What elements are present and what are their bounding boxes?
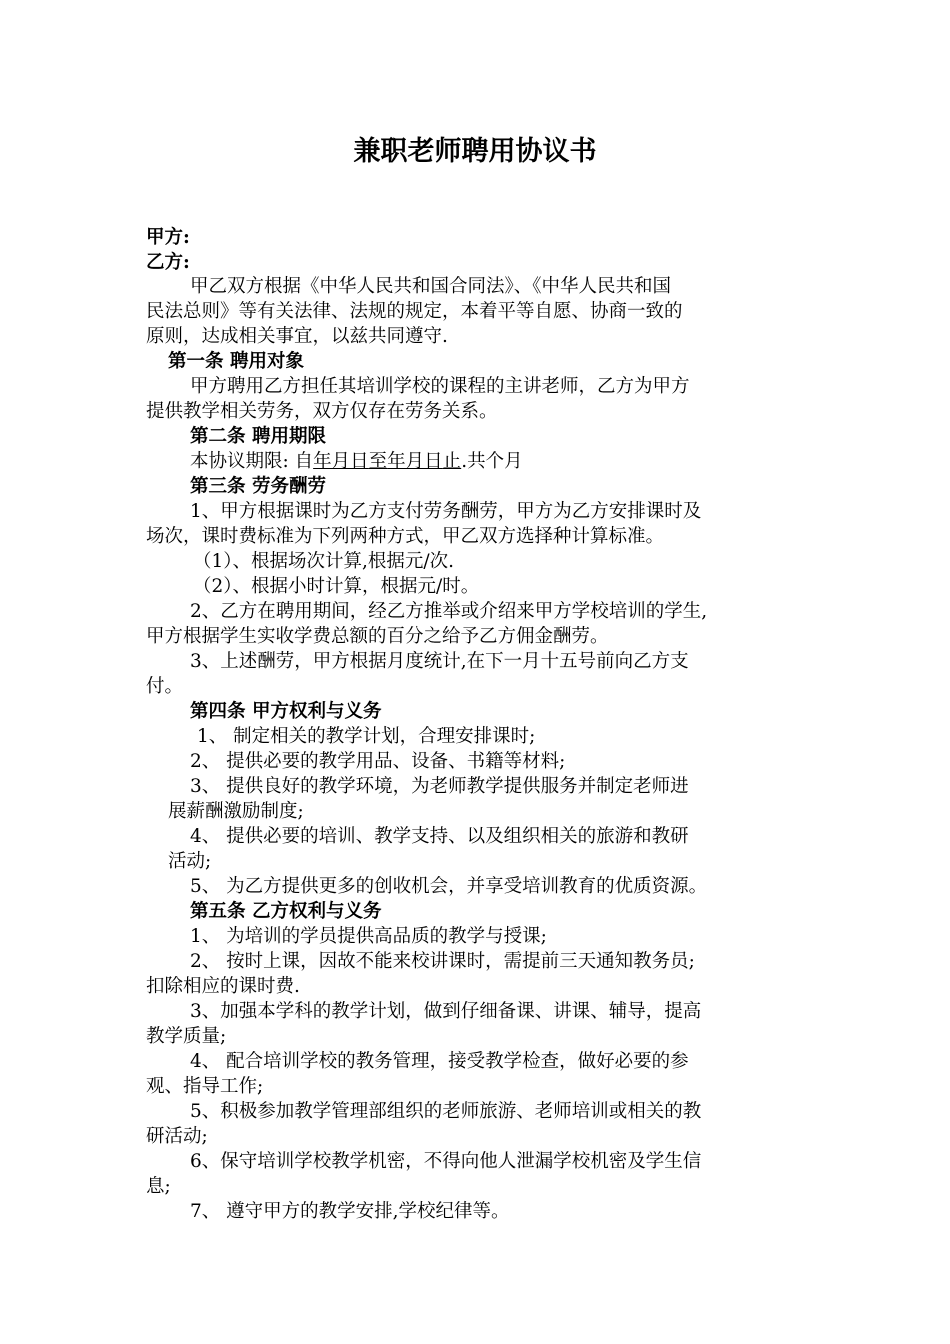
- article-4-heading: 第四条 甲方权利与义务: [190, 701, 382, 722]
- article-5-line: 5、积极参加教学管理部组织的老师旅游、老师培训或相关的教: [190, 1101, 702, 1122]
- period-suffix: .共个月: [461, 451, 523, 472]
- article-3-line: 付。: [146, 676, 184, 697]
- article-5-line: 3、加强本学科的教学计划，做到仔细备课、讲课、辅导，提高: [190, 1001, 702, 1022]
- article-3-heading: 第三条 劳务酬劳: [190, 476, 326, 497]
- article-5-line: 息;: [146, 1176, 171, 1197]
- article-4-line: 1、 制定相关的教学计划，合理安排课时;: [197, 726, 536, 747]
- article-3-line: 1、甲方根据课时为乙方支付劳务酬劳，甲方为乙方安排课时及: [190, 501, 702, 522]
- article-5-line: 教学质量;: [146, 1026, 227, 1047]
- period-prefix: 本协议期限: 自: [190, 451, 314, 472]
- article-5-line: 7、 遵守甲方的教学安排,学校纪律等。: [190, 1201, 510, 1222]
- intro-line: 甲乙双方根据《中华人民共和国合同法》、《中华人民共和国: [190, 276, 672, 297]
- period-start-date: 年月日: [313, 451, 369, 472]
- article-5-heading: 第五条 乙方权利与义务: [190, 901, 382, 922]
- article-3-line: 2、乙方在聘用期间，经乙方推举或介绍来甲方学校培训的学生,: [190, 601, 708, 622]
- period-end-date: 年月日: [387, 451, 443, 472]
- article-4-line: 4、 提供必要的培训、教学支持、以及组织相关的旅游和教研: [190, 826, 689, 847]
- article-4-line: 2、 提供必要的教学用品、设备、书籍等材料;: [190, 751, 566, 772]
- article-3-line: 甲方根据学生实收学费总额的百分之给予乙方佣金酬劳。: [146, 626, 609, 647]
- article-2-heading: 第二条 聘用期限: [190, 426, 326, 447]
- article-1-heading: 第一条 聘用对象: [168, 351, 304, 372]
- intro-line: 民法总则》等有关法律、法规的规定，本着平等自愿、协商一致的: [146, 301, 683, 322]
- article-5-line: 2、 按时上课，因故不能来校讲课时，需提前三天通知教务员;: [190, 951, 695, 972]
- article-4-line: 展薪酬激励制度;: [168, 801, 304, 822]
- article-5-line: 研活动;: [146, 1126, 208, 1147]
- article-5-line: 6、保守培训学校教学机密，不得向他人泄漏学校机密及学生信: [190, 1151, 702, 1172]
- party-b-label: 乙方:: [146, 252, 190, 273]
- article-2-period-line: [190, 450, 523, 474]
- article-3-line: 3、上述酬劳，甲方根据月度统计,在下一月十五号前向乙方支: [190, 651, 689, 672]
- article-5-line: 扣除相应的课时费.: [146, 976, 300, 997]
- article-5-line: 4、 配合培训学校的教务管理，接受教学检查，做好必要的参: [190, 1051, 689, 1072]
- period-to: 至: [368, 451, 388, 472]
- article-4-line: 3、 提供良好的教学环境，为老师教学提供服务并制定老师进: [190, 776, 689, 797]
- intro-line: 原则，达成相关事宜，以兹共同遵守.: [146, 326, 448, 347]
- party-a-label: 甲方:: [146, 227, 190, 248]
- article-1-line: 提供教学相关劳务，双方仅存在劳务关系。: [146, 401, 498, 422]
- article-4-line: 5、 为乙方提供更多的创收机会，并享受培训教育的优质资源。: [190, 876, 708, 897]
- article-1-line: 甲方聘用乙方担任其培训学校的课程的主讲老师，乙方为甲方: [190, 376, 690, 397]
- article-3-line: （2）、根据小时计算，根据元/时。: [193, 576, 480, 597]
- article-5-line: 1、 为培训的学员提供高品质的教学与授课;: [190, 926, 547, 947]
- article-3-line: （1）、根据场次计算,根据元/次.: [193, 551, 455, 572]
- period-until: 止: [442, 451, 462, 472]
- article-5-line: 观、指导工作;: [146, 1076, 264, 1097]
- article-3-line: 场次，课时费标准为下列两种方式，甲乙双方选择种计算标准。: [146, 526, 665, 547]
- article-4-line: 活动;: [168, 851, 212, 872]
- document-title: 兼职老师聘用协议书: [353, 136, 597, 167]
